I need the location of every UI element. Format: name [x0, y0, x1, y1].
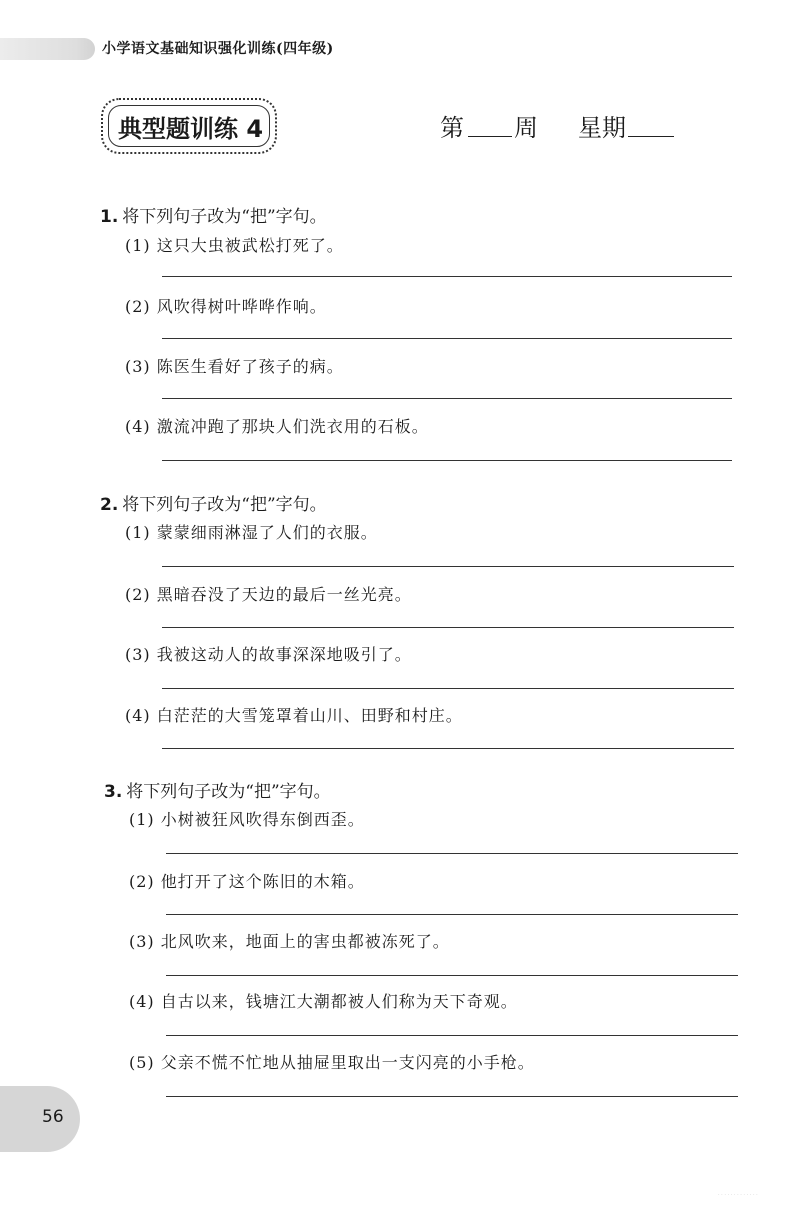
q3-answer-line-5[interactable] [166, 1096, 738, 1097]
question-3-heading [104, 777, 331, 802]
question-3-number: 3. [104, 782, 123, 802]
q3-answer-line-2[interactable] [166, 914, 738, 915]
q1-answer-line-1[interactable] [162, 276, 732, 277]
header-tab-decoration [0, 38, 95, 60]
q3-answer-line-3[interactable] [166, 975, 738, 976]
question-3-instruction: 将下列句子改为“把”字句。 [126, 782, 331, 802]
question-2-instruction: 将下列句子改为“把”字句。 [122, 495, 327, 515]
book-title: 小学语文基础知识强化训练(四年级) [102, 41, 334, 57]
q3-item-2: (2) 他打开了这个陈旧的木箱。 [129, 872, 365, 891]
week-prefix: 第 [440, 114, 464, 142]
q2-item-3: (3) 我被这动人的故事深深地吸引了。 [125, 645, 412, 664]
scan-watermark: · · · · · · · · · · · · · [718, 1192, 758, 1198]
q3-item-3: (3) 北风吹来，地面上的害虫都被冻死了。 [129, 932, 450, 951]
q1-item-3: (3) 陈医生看好了孩子的病。 [125, 357, 344, 376]
question-1-number: 1. [100, 207, 119, 227]
question-2-number: 2. [100, 495, 119, 515]
page-number-tab [0, 1086, 80, 1152]
question-1-instruction: 将下列句子改为“把”字句。 [122, 207, 327, 227]
question-1-heading [100, 202, 327, 227]
question-2-heading [100, 490, 327, 515]
q1-item-1: (1) 这只大虫被武松打死了。 [125, 236, 344, 255]
q2-item-2: (2) 黑暗吞没了天边的最后一丝光亮。 [125, 585, 412, 604]
q2-item-1: (1) 蒙蒙细雨淋湿了人们的衣服。 [125, 523, 378, 542]
q3-item-4: (4) 自古以来，钱塘江大潮都被人们称为天下奇观。 [129, 992, 518, 1011]
q1-answer-line-2[interactable] [162, 338, 732, 339]
week-blank[interactable] [468, 136, 512, 137]
q1-item-2: (2) 风吹得树叶哗哗作响。 [125, 297, 327, 316]
q2-answer-line-2[interactable] [162, 627, 734, 628]
q2-answer-line-4[interactable] [162, 748, 734, 749]
q3-answer-line-4[interactable] [166, 1035, 738, 1036]
q1-item-4: (4) 激流冲跑了那块人们洗衣用的石板。 [125, 417, 429, 436]
page-number: 56 [42, 1107, 64, 1127]
q2-answer-line-1[interactable] [162, 566, 734, 567]
q1-answer-line-4[interactable] [162, 460, 732, 461]
day-blank[interactable] [628, 136, 674, 137]
q2-item-4: (4) 白茫茫的大雪笼罩着山川、田野和村庄。 [125, 706, 463, 725]
q2-answer-line-3[interactable] [162, 688, 734, 689]
week-suffix: 周 [514, 114, 538, 142]
section-title: 典型题训练 4 [118, 115, 264, 143]
q3-item-1: (1) 小树被狂风吹得东倒西歪。 [129, 810, 365, 829]
q3-answer-line-1[interactable] [166, 853, 738, 854]
q1-answer-line-3[interactable] [162, 398, 732, 399]
q3-item-5: (5) 父亲不慌不忙地从抽屉里取出一支闪亮的小手枪。 [129, 1053, 535, 1072]
day-label: 星期 [578, 114, 626, 142]
